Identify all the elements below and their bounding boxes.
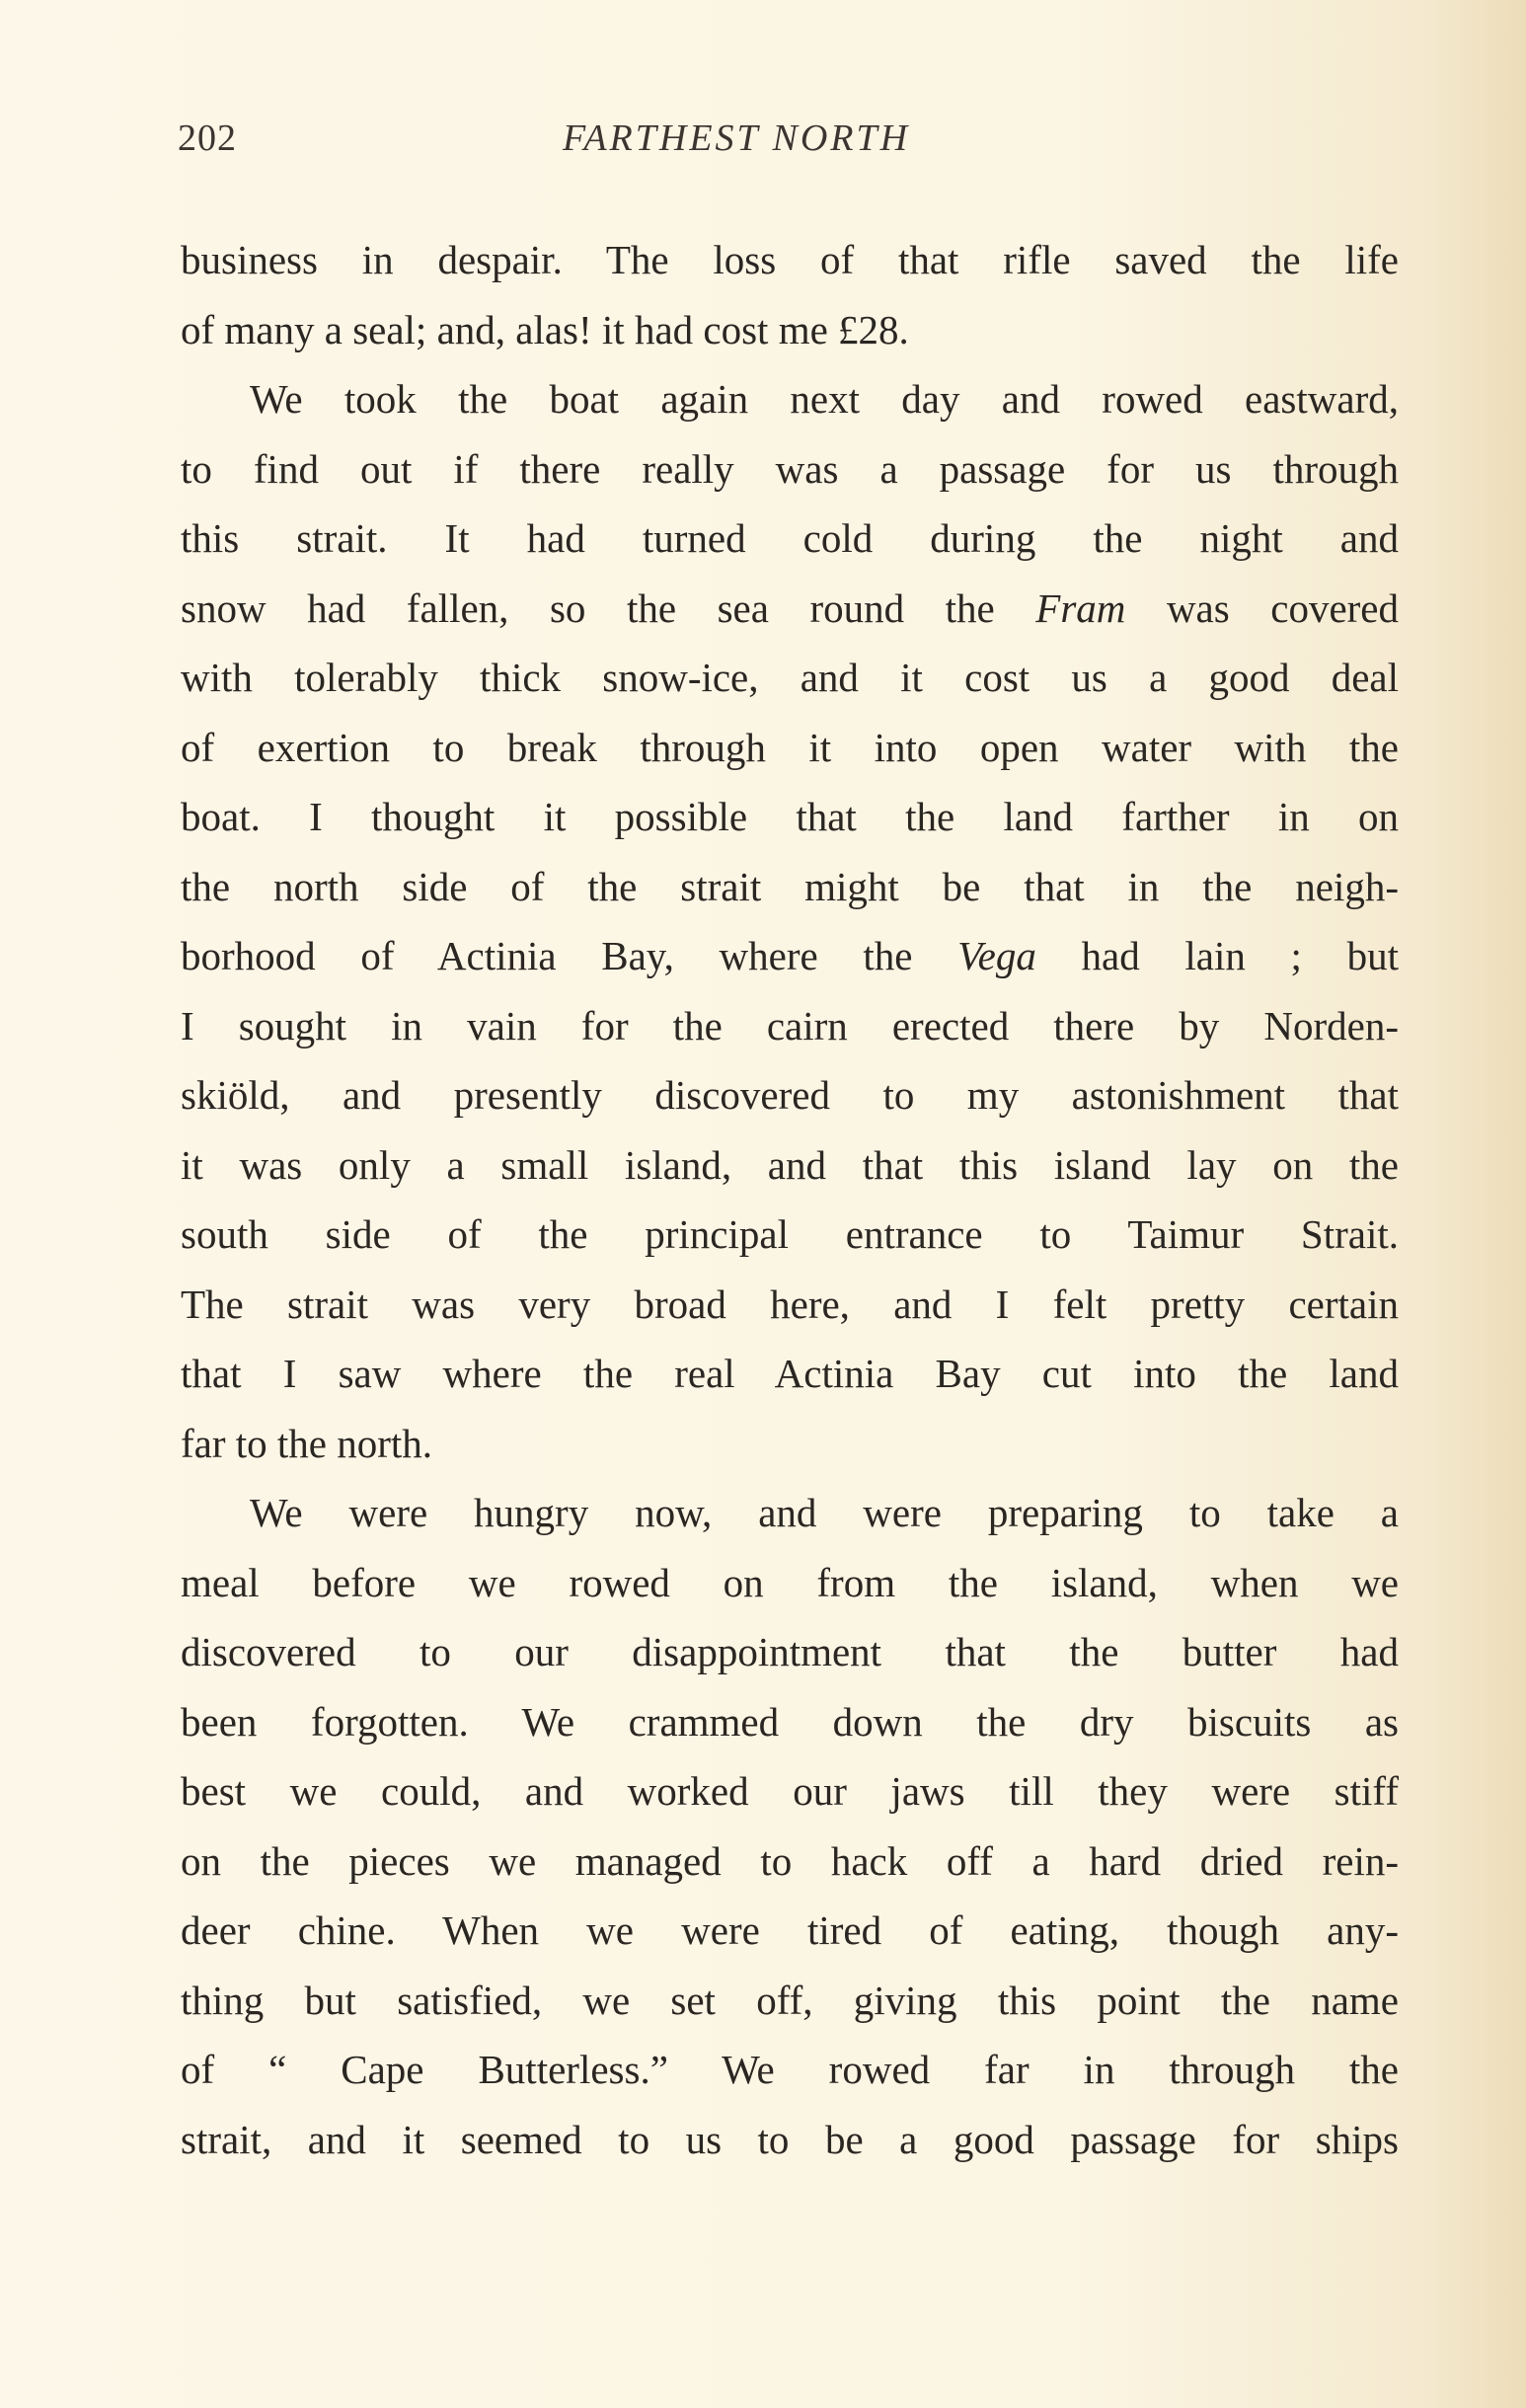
text-line: south side of the principal entrance to Taimur Strait. bbox=[181, 1211, 1399, 1257]
text-line: far to the north. bbox=[181, 1420, 433, 1466]
paragraph bbox=[181, 364, 1399, 1478]
text-line: of many a seal; and, alas! it had cost me £28. bbox=[181, 306, 909, 352]
text-line: of “ Cape Butterless.” We rowed far in through the bbox=[181, 2047, 1399, 2092]
text-line: The strait was very broad here, and I felt pretty certain bbox=[181, 1281, 1399, 1327]
text-line: on the pieces we managed to hack off a hard dried rein- bbox=[181, 1837, 1399, 1884]
text-line: strait, and it seemed to us to be a good passage for ships bbox=[181, 2116, 1399, 2162]
page-number: 202 bbox=[178, 117, 237, 159]
paragraph bbox=[181, 225, 1399, 364]
text-line: it was only a small island, and that this island lay on the bbox=[181, 1141, 1399, 1188]
text-line: to find out if there really was a passage for us through bbox=[181, 445, 1399, 492]
text-line: best we could, and worked our jaws till they were stiff bbox=[181, 1768, 1399, 1814]
text-line: borhood of Actinia Bay, where the Vega had lain ; but bbox=[181, 933, 1399, 978]
text-line: of exertion to break through it into open water with the bbox=[181, 724, 1399, 770]
ship-name: Vega bbox=[957, 933, 1036, 978]
text-line: We were hungry now, and were preparing to take a bbox=[250, 1490, 1399, 1535]
page-header bbox=[0, 117, 1526, 176]
text-line: been forgotten. We crammed down the dry biscuits as bbox=[181, 1698, 1399, 1745]
text-line: the north side of the strait might be that in the neigh- bbox=[181, 863, 1399, 909]
text-line: meal before we rowed on from the island, when we bbox=[181, 1559, 1399, 1605]
paragraph bbox=[181, 1478, 1399, 2174]
text-line: snow had fallen, so the sea round the Fram was covered bbox=[181, 584, 1399, 631]
body-text bbox=[181, 225, 1399, 2174]
text-line: business in despair. The loss of that rifle saved the life bbox=[181, 237, 1399, 282]
text-line: I sought in vain for the cairn erected there by Norden- bbox=[181, 1002, 1399, 1049]
text-line: skiöld, and presently discovered to my astonishment that bbox=[181, 1072, 1399, 1118]
text-line: that I saw where the real Actinia Bay cut into the land bbox=[181, 1351, 1399, 1396]
text-line: We took the boat again next day and rowed eastward, bbox=[250, 376, 1399, 422]
ship-name: Fram bbox=[1035, 584, 1126, 631]
text-line: with tolerably thick snow-ice, and it cost us a good deal bbox=[181, 655, 1399, 700]
text-line: boat. I thought it possible that the land farther in on bbox=[181, 794, 1399, 839]
text-line: discovered to our disappointment that the butter had bbox=[181, 1629, 1399, 1674]
text-line: this strait. It had turned cold during the night and bbox=[181, 515, 1399, 561]
text-line: thing but satisfied, we set off, giving this point the name bbox=[181, 1977, 1399, 2023]
running-head: FARTHEST NORTH bbox=[563, 117, 911, 159]
text-line: deer chine. When we were tired of eating, though any- bbox=[181, 1907, 1399, 1953]
